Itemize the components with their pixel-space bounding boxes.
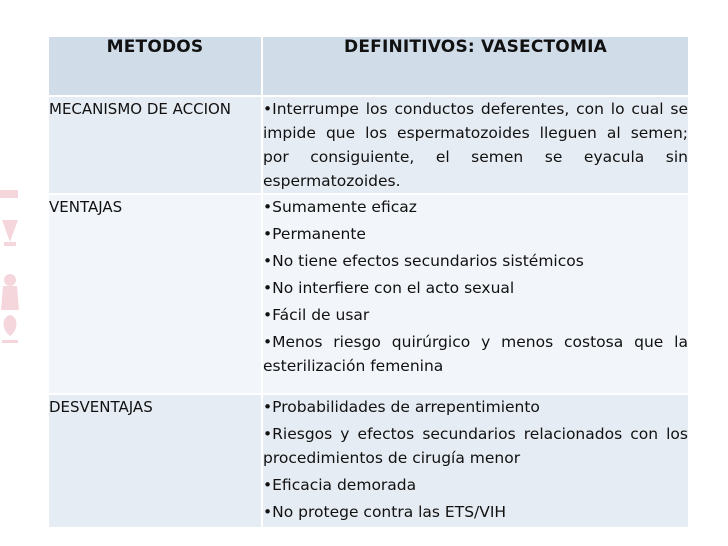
row-label-ventajas: VENTAJAS (48, 194, 262, 394)
table-row-ventajas (48, 194, 689, 394)
row-label-mecanismo: MECANISMO DE ACCION (48, 96, 262, 194)
table-row-desventajas (48, 394, 689, 528)
row-label-desventajas: DESVENTAJAS (48, 394, 262, 528)
list-item: •Menos riesgo quirúrgico y menos costosa que la esterilización femenina (263, 333, 688, 375)
header-definitivos-vasectomia: DEFINITIVOS: VASECTOMIA (262, 36, 689, 96)
list-item: •No protege contra las ETS/VIH (263, 503, 507, 521)
list-item: •Riesgos y efectos secundarios relacionados con los procedimientos de cirugía menor (263, 425, 688, 467)
list-item: •Fácil de usar (263, 306, 370, 324)
list-item: •Probabilidades de arrepentimiento (263, 398, 540, 416)
table-header-row (48, 36, 689, 96)
list-item: •Eficacia demorada (263, 476, 417, 494)
comparison-table (47, 35, 690, 529)
list-item: •No tiene efectos secundarios sistémicos (263, 252, 584, 270)
mecanismo-text: •Interrumpe los conductos deferentes, con lo cual se impide que los espermatozoides lleguen al semen; por consiguiente, el semen se eyacula sin espermatozoides. (263, 100, 688, 190)
side-decoration-logo (0, 180, 22, 380)
row-list-ventajas (262, 194, 689, 394)
table-row-mecanismo (48, 96, 689, 194)
row-text-mecanismo (262, 96, 689, 194)
row-list-desventajas (262, 394, 689, 528)
list-item: •Permanente (263, 225, 366, 243)
header-metodos: METODOS (48, 36, 262, 96)
list-item: •Sumamente eficaz (263, 198, 417, 216)
list-item: •No interfiere con el acto sexual (263, 279, 515, 297)
